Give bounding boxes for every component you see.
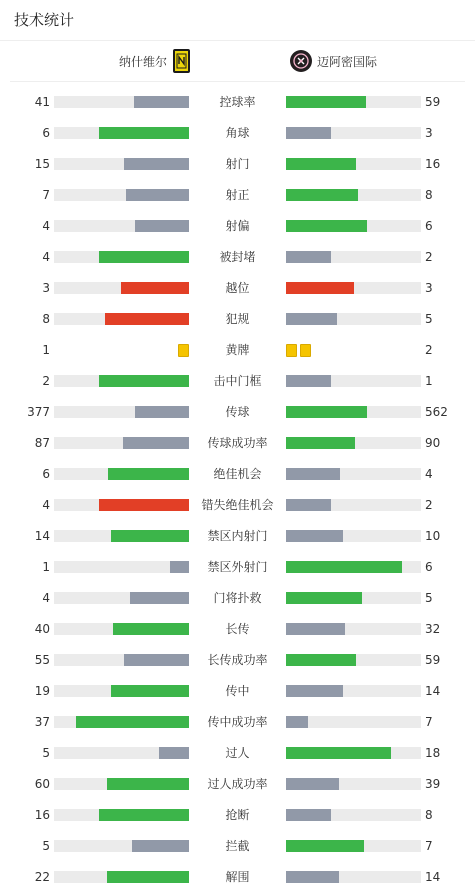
home-bar-track: [54, 189, 189, 201]
away-value: 14: [425, 870, 441, 884]
home-value: 60: [34, 777, 50, 791]
yellow-card-icon: [300, 344, 311, 357]
home-bar: [132, 840, 189, 852]
home-bar: [111, 685, 189, 697]
stat-label: 射门: [225, 157, 250, 171]
home-value: 19: [34, 684, 50, 698]
home-bar-track: [54, 654, 189, 666]
home-bar: [159, 747, 189, 759]
away-bar-track: [286, 654, 421, 666]
stat-label: 长传: [225, 622, 250, 636]
away-value: 59: [425, 95, 441, 109]
stat-row: [0, 428, 475, 459]
home-bar-track: [54, 282, 189, 294]
home-value: 16: [34, 808, 50, 822]
away-value: 39: [425, 777, 441, 791]
home-bar: [130, 592, 189, 604]
home-value: 87: [34, 436, 50, 450]
stat-label: 错失绝佳机会: [201, 498, 274, 512]
home-value: 2: [42, 374, 50, 388]
stat-label: 长传成功率: [207, 653, 268, 667]
home-bar-track: [54, 375, 189, 387]
home-bar: [99, 375, 189, 387]
away-bar: [286, 406, 367, 418]
home-bar-track: [54, 871, 189, 883]
away-bar-track: [286, 313, 421, 325]
home-bar: [99, 809, 189, 821]
home-bar-track: [54, 778, 189, 790]
away-value: 7: [425, 839, 433, 853]
away-bar-track: [286, 778, 421, 790]
away-value: 6: [425, 219, 433, 233]
away-bar-track: [286, 189, 421, 201]
away-value: 3: [425, 281, 433, 295]
stat-row: [0, 676, 475, 707]
home-bar: [76, 716, 189, 728]
away-value: 3: [425, 126, 433, 140]
stat-label: 解围: [225, 870, 250, 884]
away-value: 1: [425, 374, 433, 388]
away-value: 5: [425, 312, 433, 326]
away-bar-track: [286, 158, 421, 170]
stat-row: [0, 366, 475, 397]
home-bar-track: [54, 561, 189, 573]
away-bar-track: [286, 809, 421, 821]
away-bar: [286, 282, 354, 294]
stat-label: 犯规: [225, 312, 250, 326]
away-bar-track: [286, 437, 421, 449]
home-value: 22: [34, 870, 50, 884]
away-value: 6: [425, 560, 433, 574]
away-bar-track: [286, 96, 421, 108]
stat-label: 门将扑救: [213, 591, 262, 605]
home-bar: [124, 654, 189, 666]
stat-row: [0, 459, 475, 490]
stat-row: [0, 831, 475, 862]
home-value: 3: [42, 281, 50, 295]
stats-list: [0, 87, 475, 893]
stat-row: [0, 273, 475, 304]
away-bar: [286, 220, 367, 232]
stat-row: [0, 583, 475, 614]
stat-row: [0, 149, 475, 180]
away-bar: [286, 189, 358, 201]
home-value: 40: [34, 622, 50, 636]
away-value: 2: [425, 498, 433, 512]
stat-label: 角球: [225, 126, 250, 140]
home-value: 8: [42, 312, 50, 326]
home-value: 37: [34, 715, 50, 729]
home-bar-track: [54, 220, 189, 232]
stat-label: 传中成功率: [207, 715, 268, 729]
away-bar: [286, 375, 331, 387]
home-bar-track: [54, 437, 189, 449]
home-value: 6: [42, 467, 50, 481]
stat-row: [0, 707, 475, 738]
stat-row: [0, 645, 475, 676]
home-bar: [99, 127, 189, 139]
stat-row: [0, 304, 475, 335]
stat-label: 被封堵: [219, 250, 256, 264]
stat-row: [0, 521, 475, 552]
away-bar: [286, 871, 339, 883]
away-bar-track: [286, 251, 421, 263]
away-value: 14: [425, 684, 441, 698]
away-value: 2: [425, 250, 433, 264]
away-value: 8: [425, 808, 433, 822]
home-bar-track: [54, 96, 189, 108]
home-bar-track: [54, 685, 189, 697]
stat-row: [0, 211, 475, 242]
away-bar-track: [286, 530, 421, 542]
away-bar: [286, 716, 308, 728]
stat-row: [0, 614, 475, 645]
home-value: 55: [34, 653, 50, 667]
stat-label: 控球率: [219, 95, 256, 109]
away-bar-track: [286, 375, 421, 387]
away-bar-track: [286, 871, 421, 883]
home-bar-track: [54, 158, 189, 170]
home-cards: [178, 344, 189, 356]
home-bar: [126, 189, 189, 201]
away-bar: [286, 747, 391, 759]
away-bar: [286, 499, 331, 511]
home-bar: [99, 499, 189, 511]
home-bar-track: [54, 840, 189, 852]
away-bar-track: [286, 561, 421, 573]
away-value: 7: [425, 715, 433, 729]
away-bar: [286, 437, 355, 449]
stat-row: [0, 552, 475, 583]
home-value: 41: [34, 95, 50, 109]
home-bar: [99, 251, 189, 263]
home-value: 4: [42, 591, 50, 605]
away-bar: [286, 778, 339, 790]
home-bar-track: [54, 499, 189, 511]
home-value: 377: [27, 405, 50, 419]
away-value: 10: [425, 529, 441, 543]
stat-row: [0, 180, 475, 211]
away-bar: [286, 313, 337, 325]
home-value: 4: [42, 250, 50, 264]
home-bar: [123, 437, 189, 449]
stat-label: 黄牌: [225, 343, 250, 357]
away-bar: [286, 654, 356, 666]
nashville-sc-logo-icon: [173, 49, 190, 73]
stat-label: 过人成功率: [207, 777, 268, 791]
away-value: 4: [425, 467, 433, 481]
away-value: 562: [425, 405, 448, 419]
yellow-card-icon: [178, 344, 189, 357]
page-title: 技术统计: [0, 0, 475, 41]
stat-row: [0, 738, 475, 769]
away-value: 32: [425, 622, 441, 636]
home-bar-track: [54, 530, 189, 542]
stat-label: 射正: [225, 188, 250, 202]
home-bar-track: [54, 468, 189, 480]
away-bar: [286, 468, 340, 480]
home-team: [119, 41, 190, 81]
away-bar-track: [286, 716, 421, 728]
away-bar: [286, 840, 364, 852]
home-bar: [108, 468, 189, 480]
home-bar-track: [54, 747, 189, 759]
stat-label: 传球: [225, 405, 250, 419]
away-bar-track: [286, 468, 421, 480]
away-value: 59: [425, 653, 441, 667]
home-bar: [170, 561, 189, 573]
inter-miami-logo-icon: [290, 50, 312, 72]
away-value: 8: [425, 188, 433, 202]
stat-label: 过人: [225, 746, 250, 760]
away-bar-track: [286, 499, 421, 511]
home-bar: [135, 220, 189, 232]
stat-row: [0, 769, 475, 800]
away-team-name: 迈阿密国际: [317, 54, 378, 69]
home-bar-track: [54, 716, 189, 728]
away-bar-track: [286, 685, 421, 697]
home-bar: [121, 282, 189, 294]
home-bar: [134, 96, 189, 108]
away-bar: [286, 251, 331, 263]
stat-row: [0, 335, 475, 366]
stat-label: 传中: [225, 684, 250, 698]
away-bar: [286, 127, 331, 139]
away-bar: [286, 592, 362, 604]
home-team-name: 纳什维尔: [118, 54, 167, 69]
away-bar: [286, 530, 343, 542]
home-bar: [135, 406, 189, 418]
away-cards: [286, 344, 311, 356]
away-bar-track: [286, 282, 421, 294]
stat-label: 禁区外射门: [207, 560, 268, 574]
away-team: [290, 41, 377, 81]
stat-row: [0, 490, 475, 521]
stat-row: [0, 87, 475, 118]
teams-header: [10, 41, 465, 82]
away-bar: [286, 685, 343, 697]
away-bar: [286, 96, 366, 108]
home-bar: [124, 158, 189, 170]
stat-row: [0, 242, 475, 273]
home-bar-track: [54, 809, 189, 821]
home-bar-track: [54, 592, 189, 604]
home-value: 4: [42, 498, 50, 512]
home-value: 1: [42, 560, 50, 574]
stat-label: 绝佳机会: [213, 467, 262, 481]
away-bar-track: [286, 840, 421, 852]
away-bar-track: [286, 747, 421, 759]
stat-label: 抢断: [225, 808, 250, 822]
away-bar-track: [286, 406, 421, 418]
home-value: 7: [42, 188, 50, 202]
home-bar-track: [54, 313, 189, 325]
stat-label: 越位: [225, 281, 250, 295]
home-bar: [107, 778, 189, 790]
home-value: 5: [42, 839, 50, 853]
away-value: 16: [425, 157, 441, 171]
home-value: 5: [42, 746, 50, 760]
stat-row: [0, 397, 475, 428]
away-value: 2: [425, 343, 433, 357]
home-bar-track: [54, 251, 189, 263]
home-value: 15: [34, 157, 50, 171]
away-value: 90: [425, 436, 441, 450]
stat-label: 射偏: [225, 219, 250, 233]
home-value: 14: [34, 529, 50, 543]
away-bar-track: [286, 127, 421, 139]
away-bar-track: [286, 592, 421, 604]
home-value: 4: [42, 219, 50, 233]
stat-row: [0, 862, 475, 893]
home-bar: [111, 530, 189, 542]
away-bar: [286, 561, 402, 573]
stat-label: 击中门框: [213, 374, 262, 388]
home-bar: [113, 623, 189, 635]
home-value: 6: [42, 126, 50, 140]
home-bar-track: [54, 623, 189, 635]
stat-label: 禁区内射门: [207, 529, 268, 543]
yellow-card-icon: [286, 344, 297, 357]
stat-label: 传球成功率: [207, 436, 268, 450]
away-value: 5: [425, 591, 433, 605]
home-bar: [105, 313, 189, 325]
stat-row: [0, 118, 475, 149]
away-bar: [286, 623, 345, 635]
stat-label: 拦截: [225, 839, 250, 853]
away-bar-track: [286, 623, 421, 635]
away-bar-track: [286, 220, 421, 232]
home-bar-track: [54, 406, 189, 418]
away-bar: [286, 158, 356, 170]
stat-row: [0, 800, 475, 831]
home-value: 1: [42, 343, 50, 357]
home-bar-track: [54, 127, 189, 139]
away-bar: [286, 809, 331, 821]
home-bar: [107, 871, 189, 883]
away-value: 18: [425, 746, 441, 760]
